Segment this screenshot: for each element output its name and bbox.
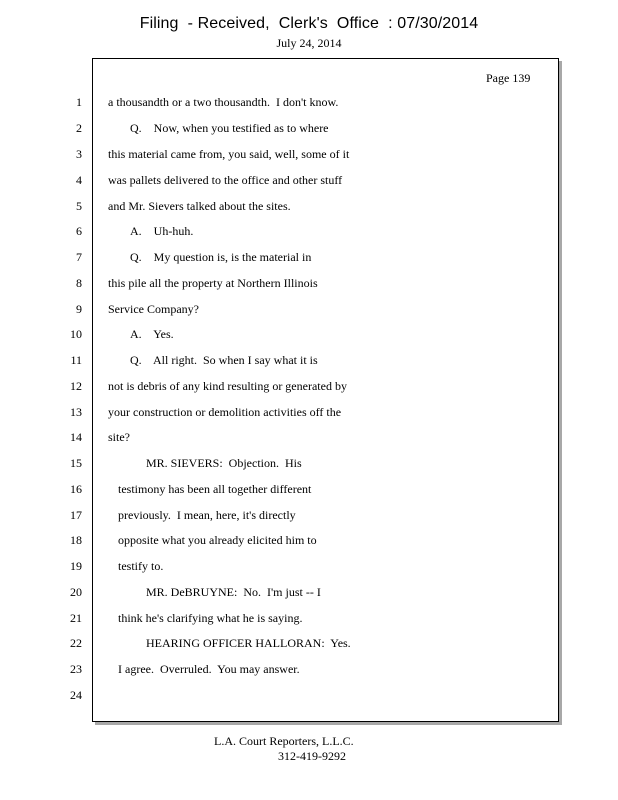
line-number: 13 bbox=[70, 405, 82, 419]
transcript-line: I agree. Overruled. You may answer. bbox=[118, 662, 300, 676]
line-number: 3 bbox=[76, 147, 82, 161]
line-number: 15 bbox=[70, 456, 82, 470]
line-number: 16 bbox=[70, 482, 82, 496]
line-number: 11 bbox=[70, 353, 82, 367]
transcript-line: was pallets delivered to the office and other stuff bbox=[108, 173, 343, 187]
transcript-line: Q. Now, when you testified as to where bbox=[130, 121, 329, 135]
transcript-line: MR. SIEVERS: Objection. His bbox=[146, 456, 302, 470]
line-number: 20 bbox=[70, 585, 82, 599]
line-number: 12 bbox=[70, 379, 82, 393]
line-number: 7 bbox=[76, 250, 82, 264]
transcript-line: HEARING OFFICER HALLORAN: Yes. bbox=[146, 636, 351, 650]
filing-received-stamp: Filing - Received, Clerk's Office : 07/30/2014 bbox=[139, 15, 479, 32]
transcript-line: not is debris of any kind resulting or generated by bbox=[108, 379, 347, 393]
line-number: 9 bbox=[76, 302, 82, 316]
transcript-line: MR. DeBRUYNE: No. I'm just -- I bbox=[146, 585, 321, 599]
court-reporter-phone: 312-419-9292 bbox=[278, 749, 346, 763]
line-number: 8 bbox=[76, 276, 82, 290]
transcript-line: and Mr. Sievers talked about the sites. bbox=[108, 199, 291, 213]
transcript-line: this pile all the property at Northern Illinois bbox=[108, 276, 318, 290]
line-number: 2 bbox=[76, 121, 82, 135]
transcript-line: A. Yes. bbox=[130, 327, 174, 341]
transcript-line: this material came from, you said, well, some of it bbox=[108, 147, 350, 161]
line-number: 4 bbox=[76, 173, 82, 187]
transcript-line: think he's clarifying what he is saying. bbox=[118, 611, 303, 625]
transcript-line: your construction or demolition activities off the bbox=[108, 405, 342, 419]
line-number: 24 bbox=[70, 688, 82, 702]
transcript-line: Q. All right. So when I say what it is bbox=[130, 353, 318, 367]
transcript-line: A. Uh-huh. bbox=[130, 224, 194, 238]
line-number: 19 bbox=[70, 559, 82, 573]
line-number: 10 bbox=[70, 327, 82, 341]
line-number: 22 bbox=[70, 636, 82, 650]
court-reporter-company: L.A. Court Reporters, L.L.C. bbox=[214, 734, 354, 748]
transcript-line: previously. I mean, here, it's directly bbox=[118, 508, 296, 522]
line-number: 6 bbox=[76, 224, 82, 238]
line-number: 18 bbox=[70, 533, 82, 547]
transcript-line: opposite what you already elicited him to bbox=[118, 533, 317, 547]
page-number-label: Page 139 bbox=[486, 71, 531, 85]
line-number: 23 bbox=[70, 662, 82, 676]
line-number: 5 bbox=[76, 199, 82, 213]
transcript-date: July 24, 2014 bbox=[276, 36, 342, 50]
transcript-line: Q. My question is, is the material in bbox=[130, 250, 312, 264]
line-number: 17 bbox=[70, 508, 82, 522]
line-number: 1 bbox=[76, 95, 82, 109]
transcript-line: testify to. bbox=[118, 559, 164, 573]
line-number: 14 bbox=[70, 430, 82, 444]
transcript-line: Service Company? bbox=[108, 302, 199, 316]
transcript-line: testimony has been all together different bbox=[118, 482, 312, 496]
transcript-line: a thousandth or a two thousandth. I don't know. bbox=[108, 95, 339, 109]
transcript-line: site? bbox=[108, 430, 130, 444]
line-number: 21 bbox=[70, 611, 82, 625]
